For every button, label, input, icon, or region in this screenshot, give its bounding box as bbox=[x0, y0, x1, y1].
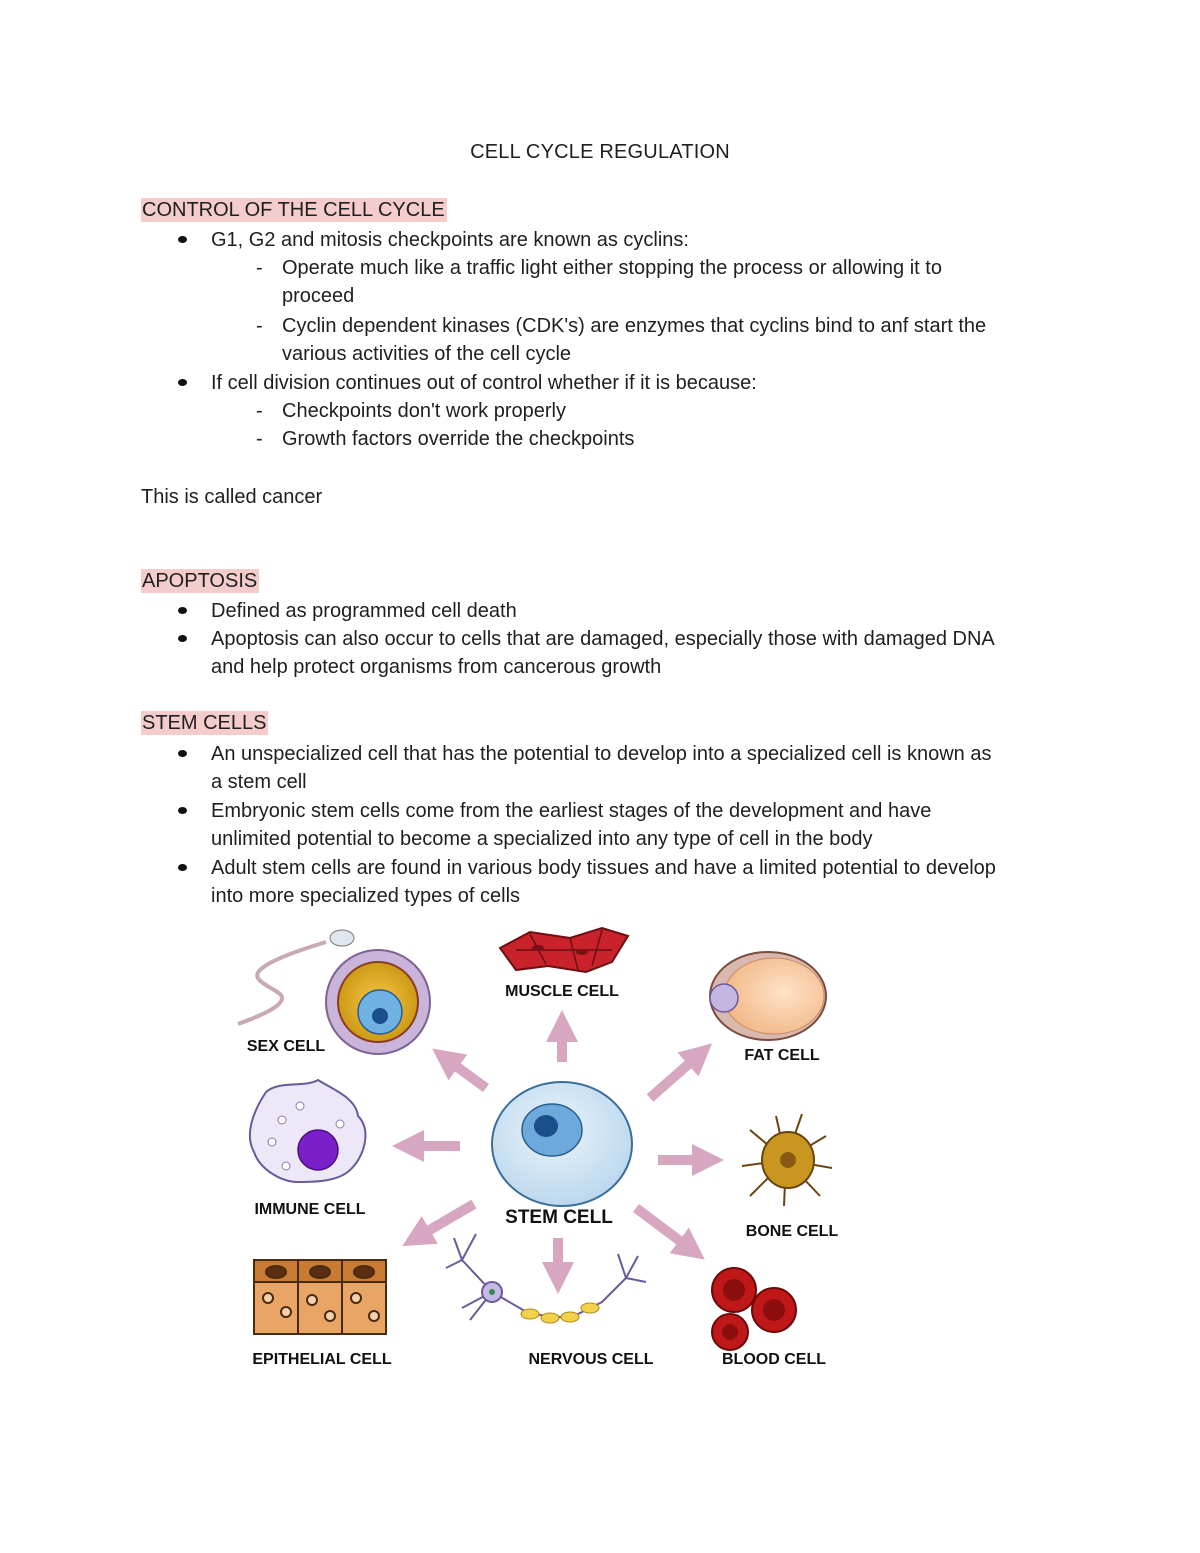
page-title: CELL CYCLE REGULATION bbox=[470, 141, 730, 163]
immune-cell-illustration bbox=[250, 1080, 366, 1182]
label-fat-cell: FAT CELL bbox=[744, 1047, 820, 1064]
bullet bbox=[178, 750, 187, 757]
section-heading-control: CONTROL OF THE CELL CYCLE bbox=[142, 199, 445, 221]
label-bone-cell: BONE CELL bbox=[745, 1223, 839, 1240]
arrow-up-right bbox=[650, 1054, 700, 1098]
sub-bullet-text: various activities of the cell cycle bbox=[282, 343, 572, 365]
section-heading-apoptosis: APOPTOSIS bbox=[142, 570, 258, 592]
nervous-cell-illustration bbox=[446, 1234, 646, 1323]
stem-cell-diagram bbox=[230, 920, 870, 1380]
stem-cell-illustration bbox=[492, 1082, 632, 1206]
bullet-text: and help protect organisms from cancerous growth bbox=[211, 656, 662, 678]
dash: - bbox=[256, 257, 263, 279]
bullet-text: Embryonic stem cells come from the earliest stages of the development and have bbox=[211, 800, 932, 822]
label-muscle-cell: MUSCLE CELL bbox=[505, 983, 619, 1000]
arrow-down-right bbox=[636, 1208, 692, 1250]
blood-cell-illustration bbox=[712, 1268, 796, 1350]
bullet-text: a stem cell bbox=[211, 771, 307, 793]
bullet-text: G1, G2 and mitosis checkpoints are known as cyclins: bbox=[211, 229, 689, 251]
label-stem-cell: STEM CELL bbox=[505, 1207, 613, 1228]
bullet-text: Adult stem cells are found in various body tissues and have a limited potential to develop bbox=[211, 857, 996, 879]
label-sex-cell: SEX CELL bbox=[246, 1038, 326, 1055]
label-epithelial-cell: EPITHELIAL CELL bbox=[252, 1351, 392, 1368]
epithelial-cell-illustration bbox=[254, 1260, 386, 1334]
conclusion-text: This is called cancer bbox=[141, 486, 323, 508]
section-heading-stem-cells: STEM CELLS bbox=[142, 712, 267, 734]
bullet bbox=[178, 864, 187, 871]
fat-cell-illustration bbox=[710, 952, 826, 1040]
bullet-text: An unspecialized cell that has the potential to develop into a specialized cell is known as bbox=[211, 743, 992, 765]
muscle-cell-illustration bbox=[500, 928, 628, 972]
dash: - bbox=[256, 428, 263, 450]
sub-bullet-text: proceed bbox=[282, 285, 355, 307]
dash: - bbox=[256, 315, 263, 337]
label-nervous-cell: NERVOUS CELL bbox=[528, 1351, 654, 1368]
bone-cell-illustration bbox=[742, 1114, 832, 1206]
sub-bullet-text: Growth factors override the checkpoints bbox=[282, 428, 635, 450]
label-blood-cell: BLOOD CELL bbox=[722, 1351, 826, 1368]
bullet-text: Apoptosis can also occur to cells that are damaged, especially those with damaged DNA bbox=[211, 628, 995, 650]
bullet bbox=[178, 807, 187, 814]
sub-bullet-text: Checkpoints don't work properly bbox=[282, 400, 566, 422]
sub-bullet-text: Operate much like a traffic light either stopping the process or allowing it to bbox=[282, 257, 942, 279]
arrow-up-left bbox=[445, 1058, 486, 1088]
bullet bbox=[178, 635, 187, 642]
arrow-down-left bbox=[416, 1204, 474, 1238]
dash: - bbox=[256, 400, 263, 422]
bullet bbox=[178, 236, 187, 243]
bullet-text: If cell division continues out of control whether if it is because: bbox=[211, 372, 757, 394]
sub-bullet-text: Cyclin dependent kinases (CDK's) are enzymes that cyclins bind to anf start the bbox=[282, 315, 987, 337]
label-immune-cell: IMMUNE CELL bbox=[254, 1201, 366, 1218]
sex-cell-illustration bbox=[238, 930, 430, 1054]
bullet bbox=[178, 379, 187, 386]
bullet-text: Defined as programmed cell death bbox=[211, 600, 517, 622]
bullet bbox=[178, 607, 187, 614]
bullet-text: unlimited potential to become a specialized into any type of cell in the body bbox=[211, 828, 873, 850]
bullet-text: into more specialized types of cells bbox=[211, 885, 521, 907]
